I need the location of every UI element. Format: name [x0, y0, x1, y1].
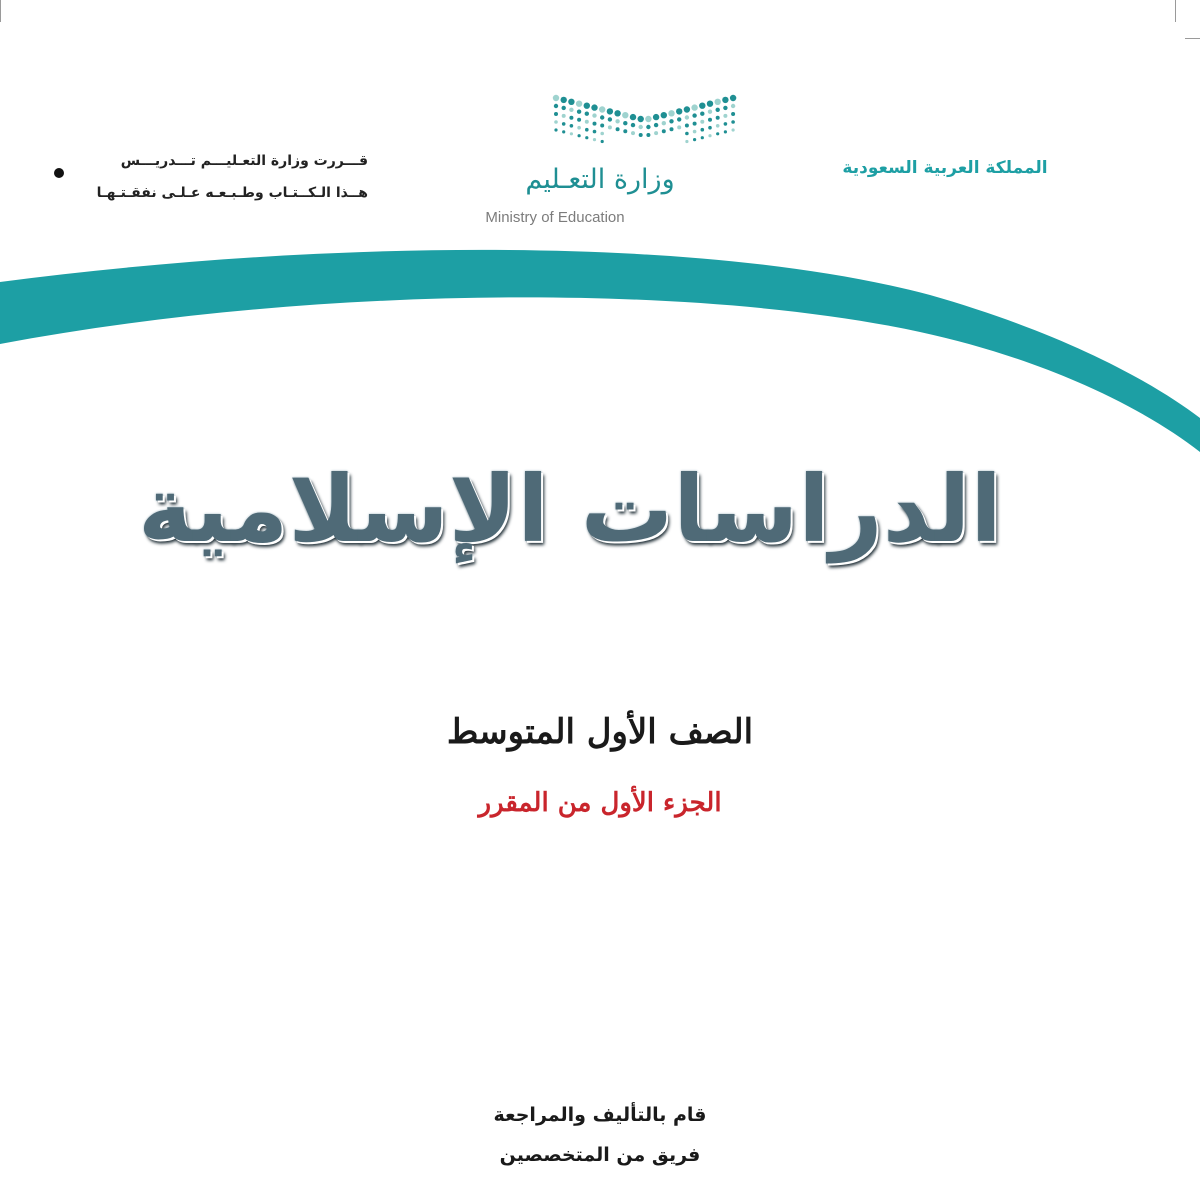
ministry-notice — [58, 145, 368, 209]
logo-dot — [607, 108, 613, 114]
logo-dot — [685, 140, 688, 143]
logo-dot — [554, 120, 558, 124]
logo-dot — [646, 133, 650, 137]
logo-dot — [562, 122, 566, 126]
logo-dot — [654, 123, 658, 127]
logo-dot — [731, 112, 735, 116]
logo-dot — [677, 117, 681, 121]
logo-dot — [578, 134, 581, 137]
logo-dot — [614, 110, 620, 116]
logo-dot — [685, 132, 689, 136]
logo-dot — [616, 127, 620, 131]
logo-dot — [577, 118, 581, 122]
logo-dot — [599, 106, 605, 112]
logo-dot — [716, 108, 720, 112]
logo-dot — [684, 106, 690, 112]
logo-dot — [693, 122, 697, 126]
logo-dot — [654, 131, 658, 135]
logo-dot — [600, 132, 604, 136]
logo-dot — [693, 130, 697, 134]
logo-dot — [622, 112, 628, 118]
logo-dot — [631, 123, 635, 127]
grade-label: الصف الأول المتوسط — [446, 712, 754, 752]
logo-dot — [685, 115, 689, 119]
logo-dot — [731, 104, 735, 108]
logo-dot — [661, 112, 667, 118]
logo-dots-icon — [550, 92, 740, 162]
logo-dot — [577, 110, 581, 114]
logo-dot — [701, 128, 705, 132]
crop-mark — [0, 0, 1, 22]
logo-dot — [715, 99, 721, 105]
logo-dot — [593, 138, 596, 141]
logo-dot — [662, 121, 666, 125]
logo-dot — [585, 128, 589, 132]
logo-dot — [553, 95, 559, 101]
credit-line-2: فريق من المتخصصين — [499, 1144, 701, 1166]
logo-dot — [569, 116, 573, 120]
logo-dot — [570, 132, 573, 135]
logo-dot — [724, 122, 728, 126]
logo-dot — [576, 101, 582, 107]
logo-dot — [692, 113, 696, 117]
logo-dot — [685, 124, 689, 128]
logo-dot — [638, 116, 644, 122]
logo-dot — [608, 125, 612, 129]
logo-dot — [608, 117, 612, 121]
logo-dot — [554, 128, 557, 131]
logo-dot — [639, 133, 643, 137]
logo-dot — [677, 125, 681, 129]
logo-dot — [653, 114, 659, 120]
country-name: المملكة العربية السعودية — [842, 158, 1048, 178]
logo-dot — [699, 103, 705, 109]
logo-dot — [669, 119, 673, 123]
logo-dot — [708, 110, 712, 114]
crop-mark — [1185, 38, 1200, 39]
logo-dot — [562, 106, 566, 110]
logo-dot — [716, 132, 719, 135]
logo-dot — [716, 124, 720, 128]
logo-dot — [554, 104, 558, 108]
part-label: الجزء الأول من المقرر — [478, 788, 722, 818]
logo-dot — [700, 112, 704, 116]
logo-dot — [570, 124, 574, 128]
logo-dot — [562, 114, 566, 118]
logo-dot — [708, 118, 712, 122]
logo-dot — [646, 125, 650, 129]
logo-dot — [591, 104, 597, 110]
ministry-name-arabic: وزارة التعـليم — [525, 164, 675, 195]
logo-dot — [584, 103, 590, 109]
logo-dot — [569, 108, 573, 112]
crop-mark — [1175, 0, 1176, 22]
logo-dot — [615, 119, 619, 123]
logo-dot — [724, 130, 727, 133]
logo-dot — [562, 130, 565, 133]
logo-dot — [662, 129, 666, 133]
logo-dot — [730, 95, 736, 101]
logo-dot — [668, 110, 674, 116]
logo-dot — [691, 104, 697, 110]
logo-dot — [593, 122, 597, 126]
logo-dot — [585, 120, 589, 124]
notice-line-1: قـــررت وزارة التعـليـــم تـــدريـــس — [120, 153, 368, 169]
logo-dot — [561, 97, 567, 103]
logo-dot — [585, 136, 588, 139]
logo-dot — [708, 126, 712, 130]
logo-dot — [568, 99, 574, 105]
bullet-icon — [54, 168, 64, 178]
logo-dot — [722, 97, 728, 103]
logo-dot — [577, 126, 581, 130]
logo-dot — [623, 129, 627, 133]
logo-dot — [731, 120, 735, 124]
credit-line-1: قام بالتأليف والمراجعة — [493, 1104, 707, 1126]
logo-dot — [700, 120, 704, 124]
logo-dot — [639, 125, 643, 129]
book-title: الدراسات الإسلامية — [138, 456, 1002, 563]
logo-dot — [732, 128, 735, 131]
logo-dot — [723, 106, 727, 110]
logo-dot — [600, 124, 604, 128]
notice-line-2: هــذا الـكــتـاب وطـبـعـه عـلـى نفقـتـهـا — [96, 185, 368, 201]
ministry-logo — [440, 92, 760, 242]
logo-dot — [723, 114, 727, 118]
logo-dot — [593, 130, 597, 134]
teal-swoosh — [0, 240, 1200, 460]
logo-dot — [623, 121, 627, 125]
logo-dot — [601, 140, 604, 143]
credits — [400, 1095, 800, 1175]
logo-dot — [631, 131, 635, 135]
logo-dot — [693, 138, 696, 141]
logo-dot — [630, 114, 636, 120]
ministry-name-english: Ministry of Education — [485, 209, 625, 226]
logo-dot — [585, 112, 589, 116]
logo-dot — [707, 101, 713, 107]
logo-dot — [701, 136, 704, 139]
logo-dot — [600, 115, 604, 119]
logo-dot — [716, 116, 720, 120]
logo-dot — [592, 113, 596, 117]
logo-dot — [670, 127, 674, 131]
logo-dot — [676, 108, 682, 114]
logo-dot — [708, 134, 711, 137]
logo-dot — [645, 116, 651, 122]
logo-dot — [554, 112, 558, 116]
